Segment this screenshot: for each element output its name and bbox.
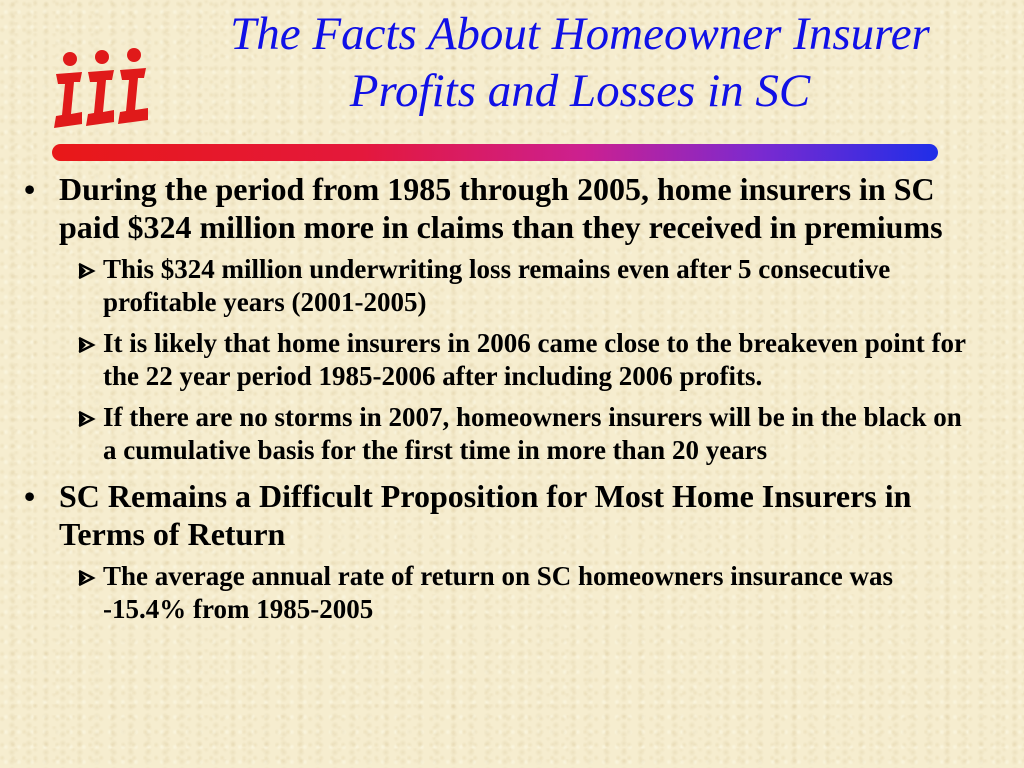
sub-bullet-item xyxy=(0,253,1024,319)
bullet-item xyxy=(0,477,1024,553)
title-line-2: Profits and Losses in SC xyxy=(349,65,811,117)
bullet-marker: • xyxy=(24,171,36,207)
bullet-text: SC Remains a Difficult Proposition for Most Home Insurers in Terms of Return xyxy=(59,478,912,552)
arrow-bullet-icon xyxy=(76,262,96,280)
sub-bullet-text: The average annual rate of return on SC homeowners insurance was -15.4% from 1985-2005 xyxy=(103,561,893,624)
bullet-item xyxy=(0,170,1024,246)
arrow-bullet-icon xyxy=(76,410,96,428)
slide-title xyxy=(150,6,1010,120)
arrow-bullet-icon xyxy=(76,569,96,587)
bullet-text: During the period from 1985 through 2005, home insurers in SC paid $324 million more in claims than they received in premiums xyxy=(59,171,943,245)
sub-bullet-text: This $324 million underwriting loss remains even after 5 consecutive profitable years (2001-2005) xyxy=(103,254,891,317)
arrow-bullet-icon xyxy=(76,336,96,354)
sub-bullet-text: If there are no storms in 2007, homeowners insurers will be in the black on a cumulative basis for the first time in more than 20 years xyxy=(103,402,962,465)
sub-bullet-text: It is likely that home insurers in 2006 came close to the breakeven point for the 22 year period 1985-2006 after including 2006 profits. xyxy=(103,328,966,391)
sub-bullet-item xyxy=(0,560,1024,626)
bullet-marker: • xyxy=(24,478,36,514)
sub-bullet-item xyxy=(0,327,1024,393)
iii-logo-icon xyxy=(52,48,152,134)
sub-bullet-item xyxy=(0,401,1024,467)
title-divider xyxy=(52,144,938,161)
bullet-list xyxy=(0,170,1024,626)
title-line-1: The Facts About Homeowner Insurer xyxy=(230,8,930,60)
